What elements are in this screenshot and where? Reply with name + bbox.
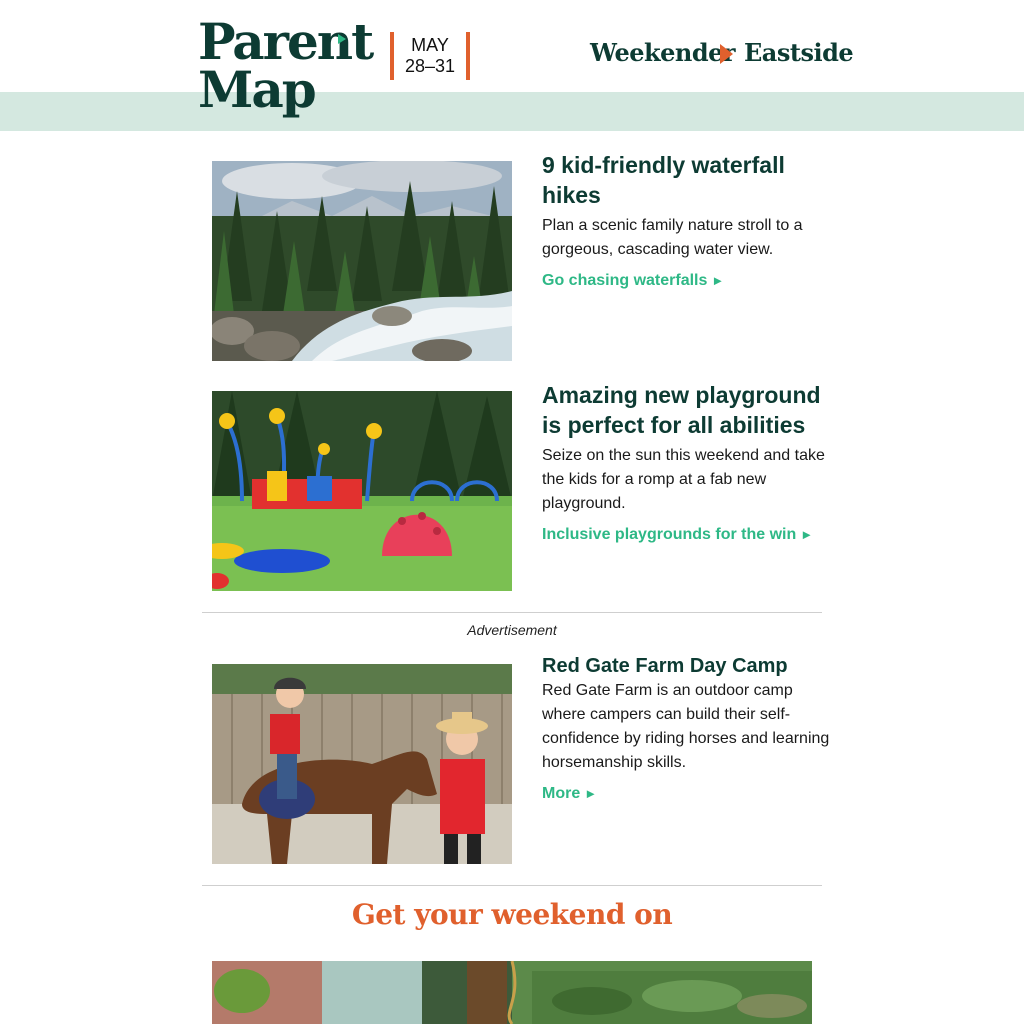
cta-label: Inclusive playgrounds for the win	[542, 526, 797, 543]
article-body	[542, 150, 832, 290]
logo-word-map: Map	[198, 60, 315, 119]
girls-with-pony-photo[interactable]	[212, 664, 512, 864]
divider	[202, 885, 822, 886]
play-arrow-icon	[720, 44, 733, 64]
article-description: Plan a scenic family nature stroll to a gorgeous, cascading water view.	[542, 217, 803, 258]
issue-month: MAY	[411, 35, 449, 55]
ad-description: Red Gate Farm is an outdoor camp where campers can build their self-confidence by riding horses and learning horsemanship skills.	[542, 682, 830, 771]
cta-label: More	[542, 785, 581, 802]
header-top	[0, 0, 1024, 92]
article-description: Seize on the sun this weekend and take the kids for a romp at a fab new playground.	[542, 447, 825, 512]
email-header	[0, 0, 1024, 131]
logo-word-parent: Parent	[198, 12, 373, 71]
newsletter-region: Eastside	[744, 38, 854, 67]
header-band	[0, 92, 1024, 131]
article-cta-link[interactable]	[542, 526, 813, 544]
ad-more-link[interactable]	[542, 785, 597, 803]
playground-photo[interactable]	[212, 391, 512, 591]
park-photo[interactable]	[212, 961, 812, 1024]
advertisement-label: Advertisement	[467, 622, 557, 638]
ad-body	[542, 653, 832, 803]
ad-title[interactable]: Red Gate Farm Day Camp	[542, 655, 788, 677]
waterfall-forest-photo[interactable]	[212, 161, 512, 361]
play-arrow-icon: ►	[711, 273, 725, 288]
parentmap-logo[interactable]	[198, 12, 373, 119]
issue-date	[390, 32, 470, 80]
article-cta-link[interactable]	[542, 272, 724, 290]
logo-triangle-icon	[338, 34, 346, 44]
divider	[202, 612, 822, 613]
play-arrow-icon: ►	[584, 786, 598, 801]
issue-day-range: 28–31	[404, 56, 456, 76]
article-title[interactable]: Amazing new playground is perfect for all abilities	[542, 382, 821, 438]
article-title[interactable]: 9 kid-friendly waterfall hikes	[542, 152, 785, 208]
play-arrow-icon: ►	[800, 527, 814, 542]
article-body	[542, 380, 832, 544]
cta-label: Go chasing waterfalls	[542, 272, 708, 289]
section-heading: Get your weekend on	[351, 898, 673, 931]
newsletter-name: Weekender	[590, 38, 736, 67]
